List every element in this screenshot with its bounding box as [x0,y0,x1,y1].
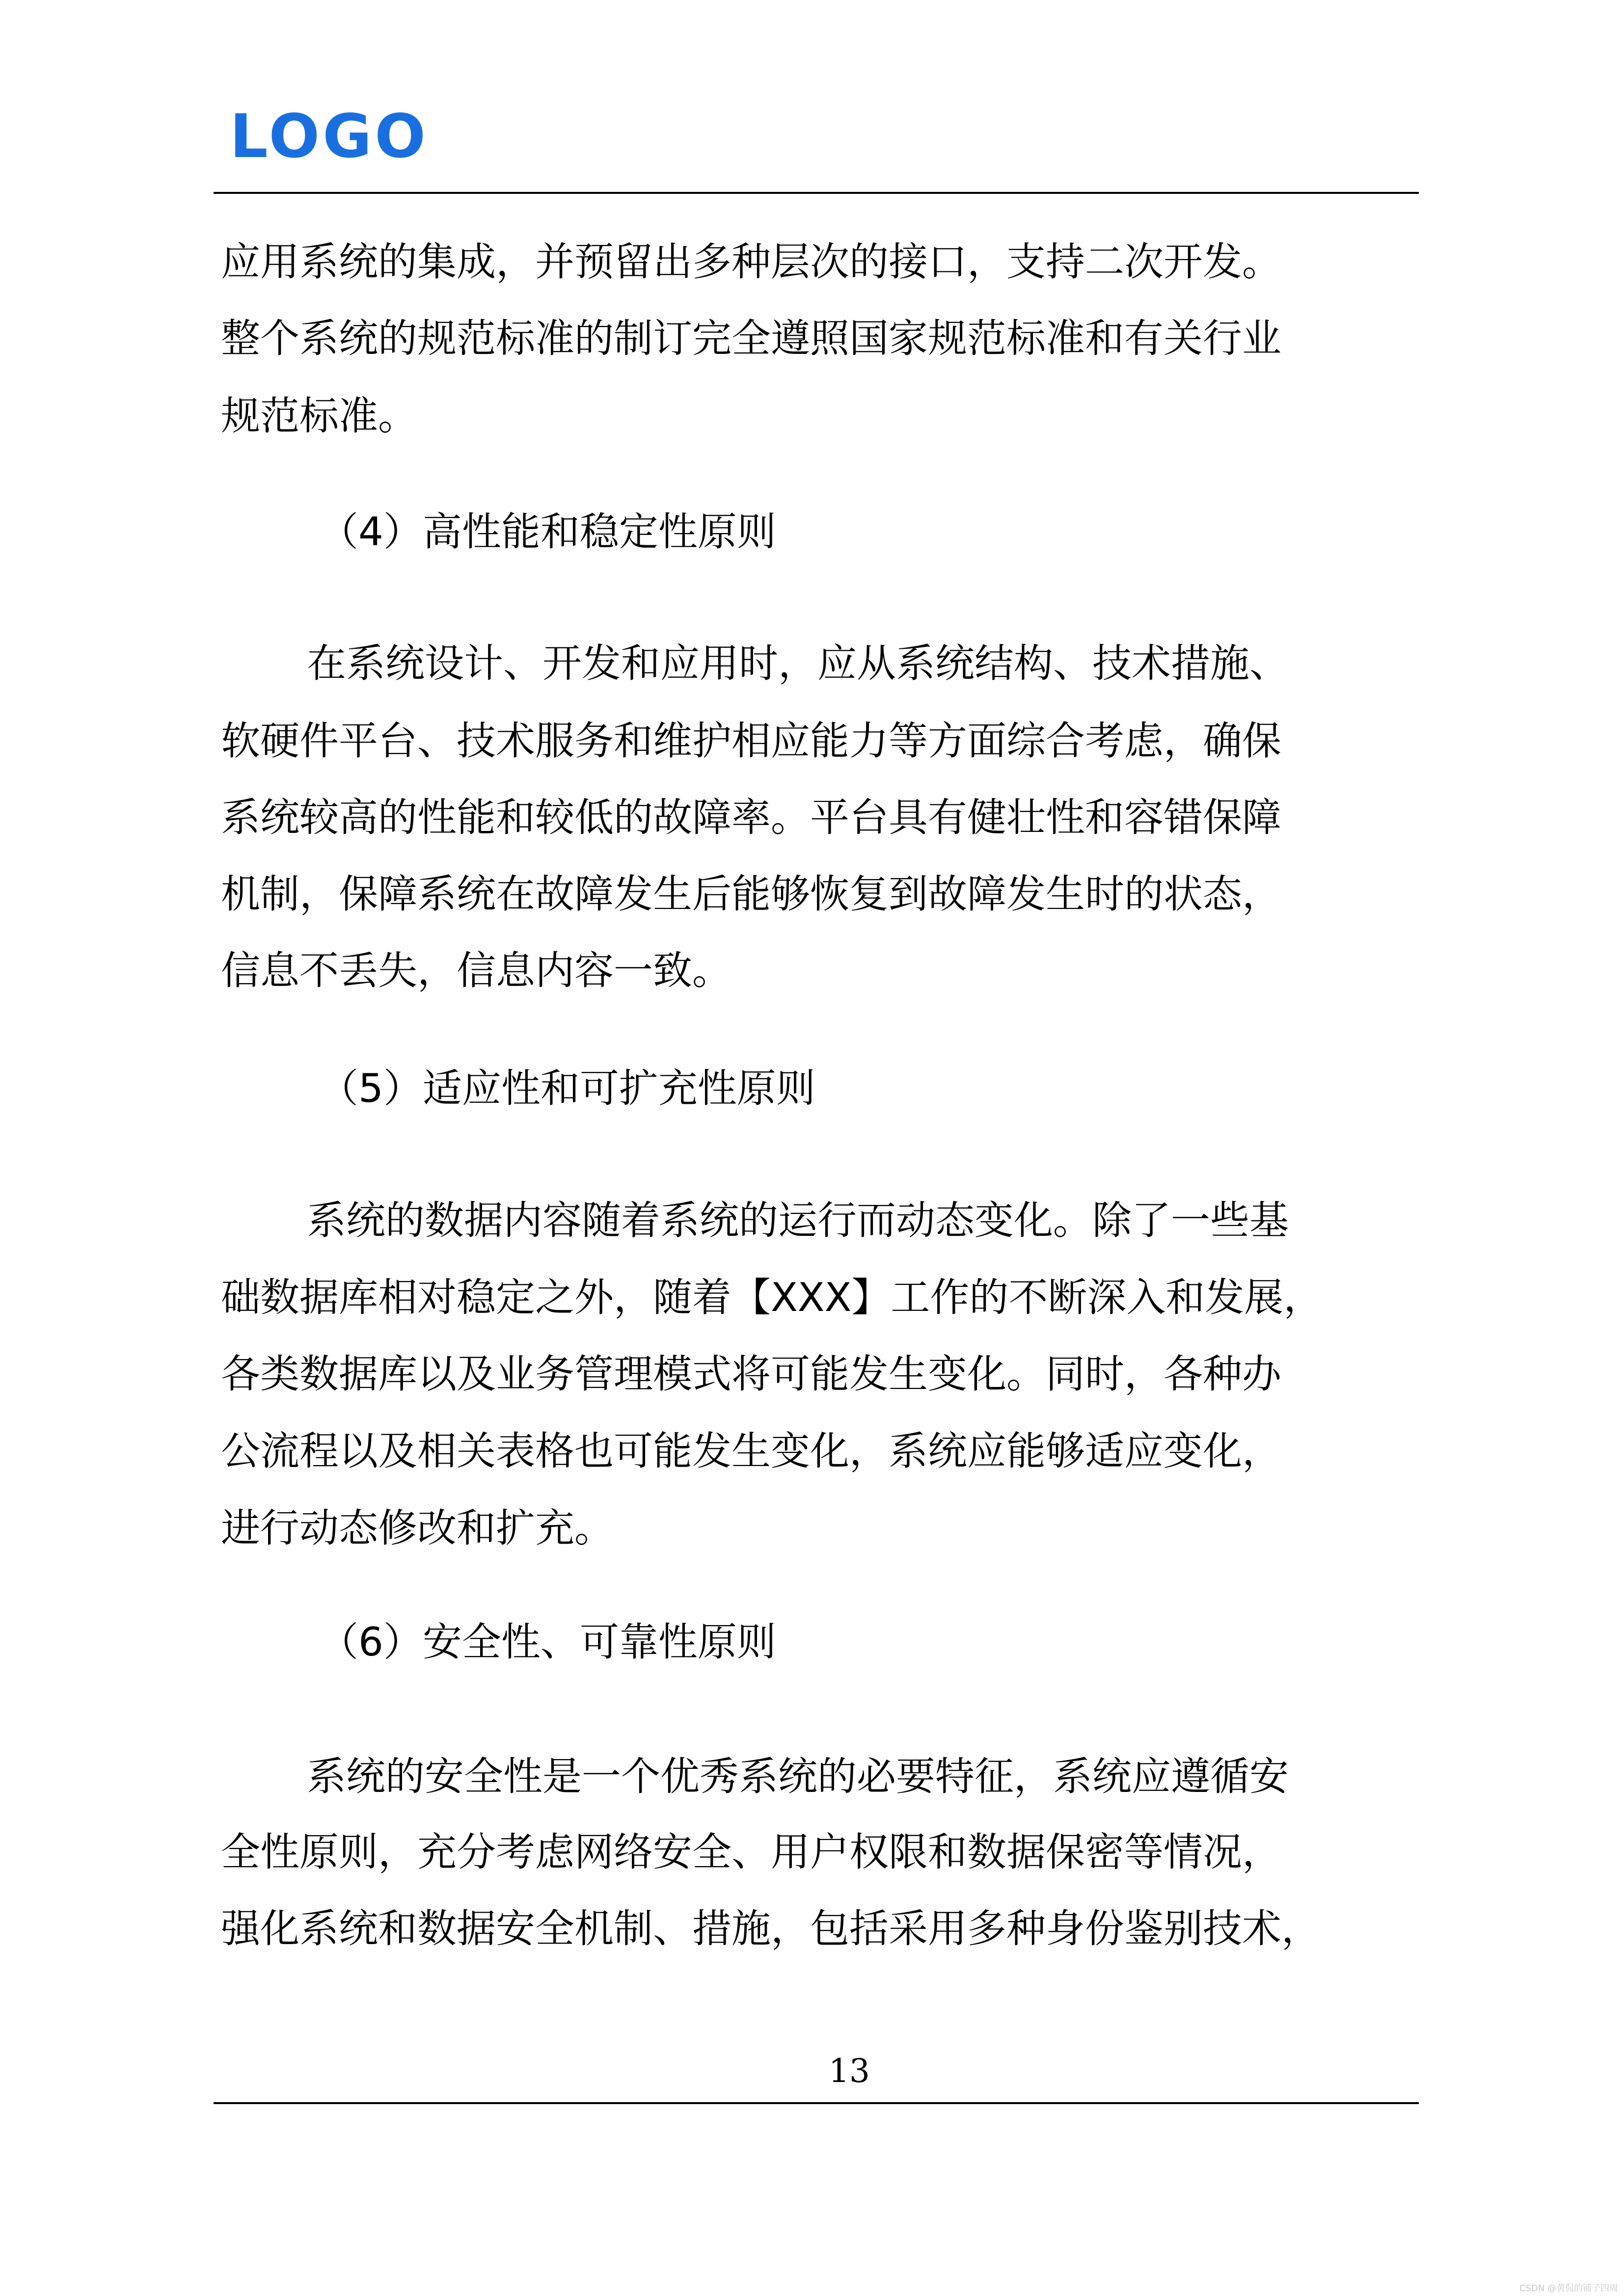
paragraph-line: 各类数据库以及业务管理模式将可能发生变化。同时，各种办 [221,1351,1281,1397]
paragraph-line: 公流程以及相关表格也可能发生变化，系统应能够适应变化， [221,1428,1281,1474]
section-heading: （4）高性能和稳定性原则 [319,509,776,555]
page-number: 13 [829,2052,870,2090]
paragraph-line: 软硬件平台、技术服务和维护相应能力等方面综合考虑，确保 [221,718,1281,764]
paragraph-line: 础数据库相对稳定之外，随着【XXX】工作的不断深入和发展， [221,1275,1323,1320]
paragraph-line: 系统的安全性是一个优秀系统的必要特征，系统应遵循安 [307,1754,1289,1799]
paragraph-line: 进行动态修改和扩充。 [221,1505,614,1551]
footer-rule [214,2102,1419,2104]
paragraph-line: 信息不丢失，信息内容一致。 [221,948,731,993]
paragraph-line: 系统的数据内容随着系统的运行而动态变化。除了一些基 [307,1198,1289,1243]
section-heading: （6）安全性、可靠性原则 [319,1619,776,1665]
paragraph-line: 整个系统的规范标准的制订完全遵照国家规范标准和有关行业 [221,316,1281,361]
paragraph-line: 强化系统和数据安全机制、措施，包括采用多种身份鉴别技术， [221,1906,1321,1951]
paragraph-line: 全性原则，充分考虑网络安全、用户权限和数据保密等情况， [221,1829,1281,1875]
paragraph-line: 机制，保障系统在故障发生后能够恢复到故障发生时的状态， [221,871,1281,917]
logo-text: LOGO [230,102,429,171]
paragraph-line: 在系统设计、开发和应用时，应从系统结构、技术措施、 [307,641,1289,686]
header-rule [214,192,1419,194]
paragraph-line: 规范标准。 [221,393,417,439]
watermark: CSDN @黄侃的铺子四周 [1519,2283,1618,2294]
paragraph-line: 应用系统的集成，并预留出多种层次的接口，支持二次开发。 [221,239,1281,285]
section-heading: （5）适应性和可扩充性原则 [319,1066,815,1111]
paragraph-line: 系统较高的性能和较低的故障率。平台具有健壮性和容错保障 [221,795,1281,840]
logo [230,102,429,171]
